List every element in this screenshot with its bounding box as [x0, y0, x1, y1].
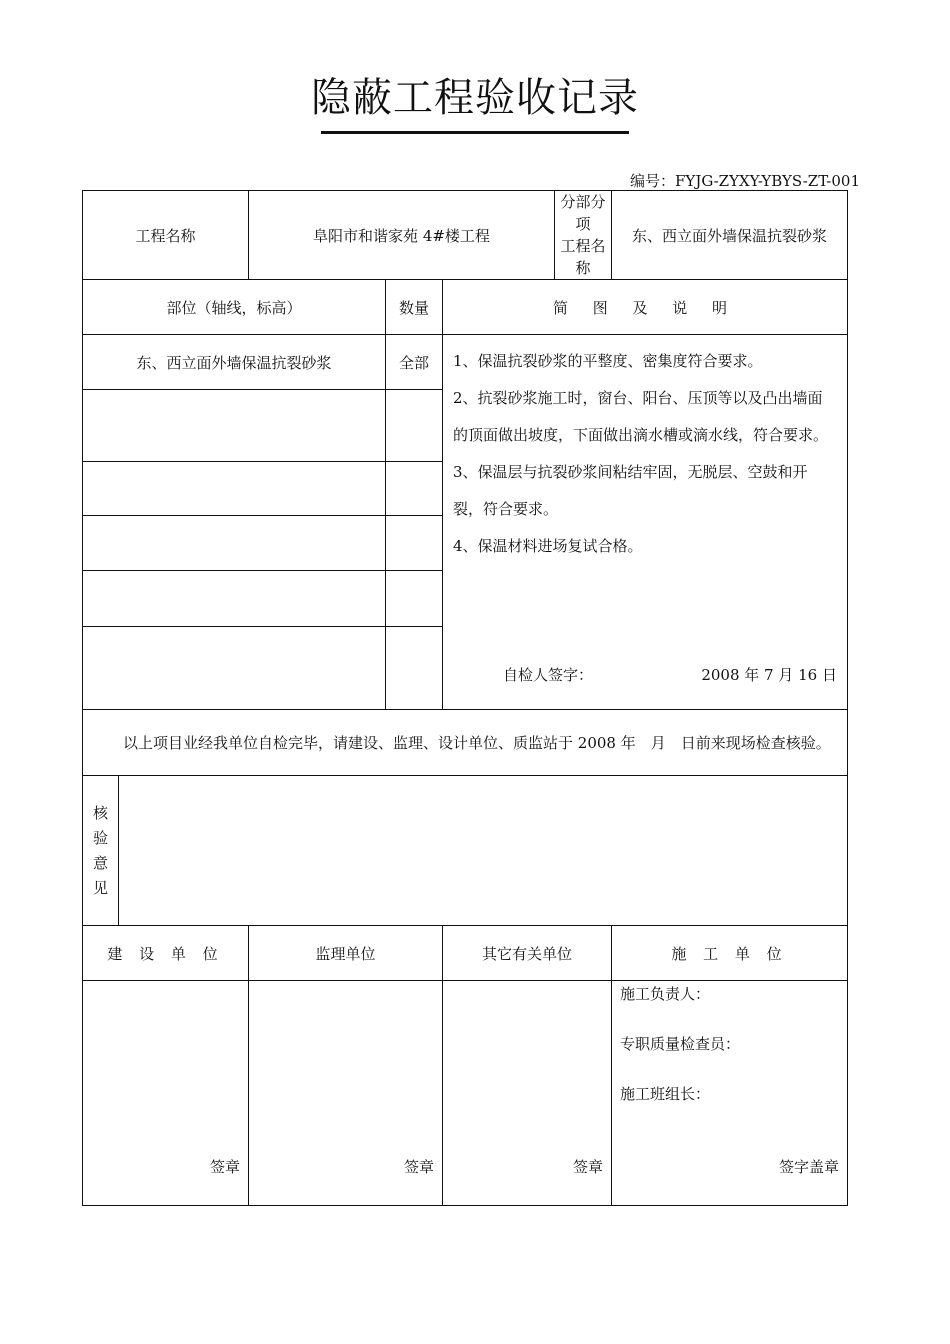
review-label-char: 意 — [92, 853, 108, 872]
location-cell-empty[interactable] — [83, 390, 386, 462]
description-item: 1、保温抗裂砂浆的平整度、密集度符合要求。 — [453, 352, 763, 370]
owner-signature-cell[interactable] — [83, 981, 249, 1206]
quantity-cell-empty[interactable] — [386, 627, 443, 710]
description-cell — [443, 335, 848, 710]
location-cell-empty[interactable] — [83, 462, 386, 516]
contractor-manager-label: 施工负责人： — [620, 985, 711, 1003]
sub-project-label-line2: 工程名称 — [560, 237, 606, 277]
inspection-date: 2008 年 7 月 16 日 — [701, 666, 837, 684]
title-underline — [321, 131, 629, 134]
supervisor-unit-header: 监理单位 — [249, 926, 443, 981]
owner-unit-header: 建 设 单 位 — [83, 926, 249, 981]
review-opinion-field[interactable] — [119, 776, 848, 926]
project-name-text: 阜阳市和谐家苑 4#楼工程 — [313, 226, 490, 245]
location-cell: 东、西立面外墙保温抗裂砂浆 — [83, 335, 386, 390]
self-inspection-signature — [503, 664, 837, 685]
team-leader-label: 施工班组长： — [620, 1085, 711, 1103]
description-item: 3、保温层与抗裂砂浆间粘结牢固，无脱层、空鼓和开裂，符合要求。 — [453, 463, 808, 518]
quantity-cell-empty[interactable] — [386, 516, 443, 571]
quantity-cell-empty[interactable] — [386, 571, 443, 627]
quantity-column-header: 数量 — [386, 280, 443, 335]
supervisor-signature-cell[interactable] — [249, 981, 443, 1206]
sub-project-label — [555, 191, 612, 280]
description-item: 4、保温材料进场复试合格。 — [453, 537, 643, 555]
contractor-signature-cell[interactable] — [612, 981, 848, 1206]
description-item: 2、抗裂砂浆施工时，窗台、阳台、压顶等以及凸出墙面的顶面做出坡度，下面做出滴水槽或滴水线，符合要求。 — [453, 389, 829, 444]
review-label-char: 核 — [92, 803, 108, 822]
review-label-char: 验 — [92, 828, 108, 847]
other-stamp-label: 签章 — [572, 1158, 603, 1176]
contractor-unit-header: 施 工 单 位 — [612, 926, 848, 981]
other-signature-cell[interactable] — [443, 981, 612, 1206]
sub-project-label-line1: 分部分项 — [560, 193, 606, 233]
quality-inspector-label: 专职质量检查员： — [620, 1035, 741, 1053]
contractor-stamp-label: 签字盖章 — [778, 1158, 839, 1176]
quantity-cell-empty[interactable] — [386, 462, 443, 516]
document-code: 编号：FYJG-ZYXY-YBYS-ZT-001 — [630, 172, 860, 190]
notice-text: 以上项目业经我单位自检完毕，请建设、监理、设计单位、质监站于 2008 年 月 日前来现场检查核验。 — [123, 733, 831, 752]
quantity-cell: 全部 — [386, 335, 443, 390]
location-cell-empty[interactable] — [83, 627, 386, 710]
review-label — [83, 776, 119, 926]
sketch-column-header: 简 图 及 说 明 — [443, 280, 848, 335]
location-cell-empty[interactable] — [83, 516, 386, 571]
project-name-value — [249, 191, 555, 280]
notice-cell — [83, 710, 848, 776]
page-title: 隐蔽工程验收记录 — [311, 75, 639, 121]
other-unit-header: 其它有关单位 — [443, 926, 612, 981]
location-column-header: 部位（轴线，标高） — [83, 280, 386, 335]
quantity-cell-empty[interactable] — [386, 390, 443, 462]
location-cell-empty[interactable] — [83, 571, 386, 627]
supervisor-stamp-label: 签章 — [403, 1158, 434, 1176]
project-name-label: 工程名称 — [83, 191, 249, 280]
owner-stamp-label: 签章 — [209, 1158, 240, 1176]
inspector-label: 自检人签字： — [503, 666, 594, 684]
inspection-form — [82, 190, 848, 1206]
review-label-char: 见 — [92, 878, 108, 897]
sub-project-value: 东、西立面外墙保温抗裂砂浆 — [612, 191, 848, 280]
